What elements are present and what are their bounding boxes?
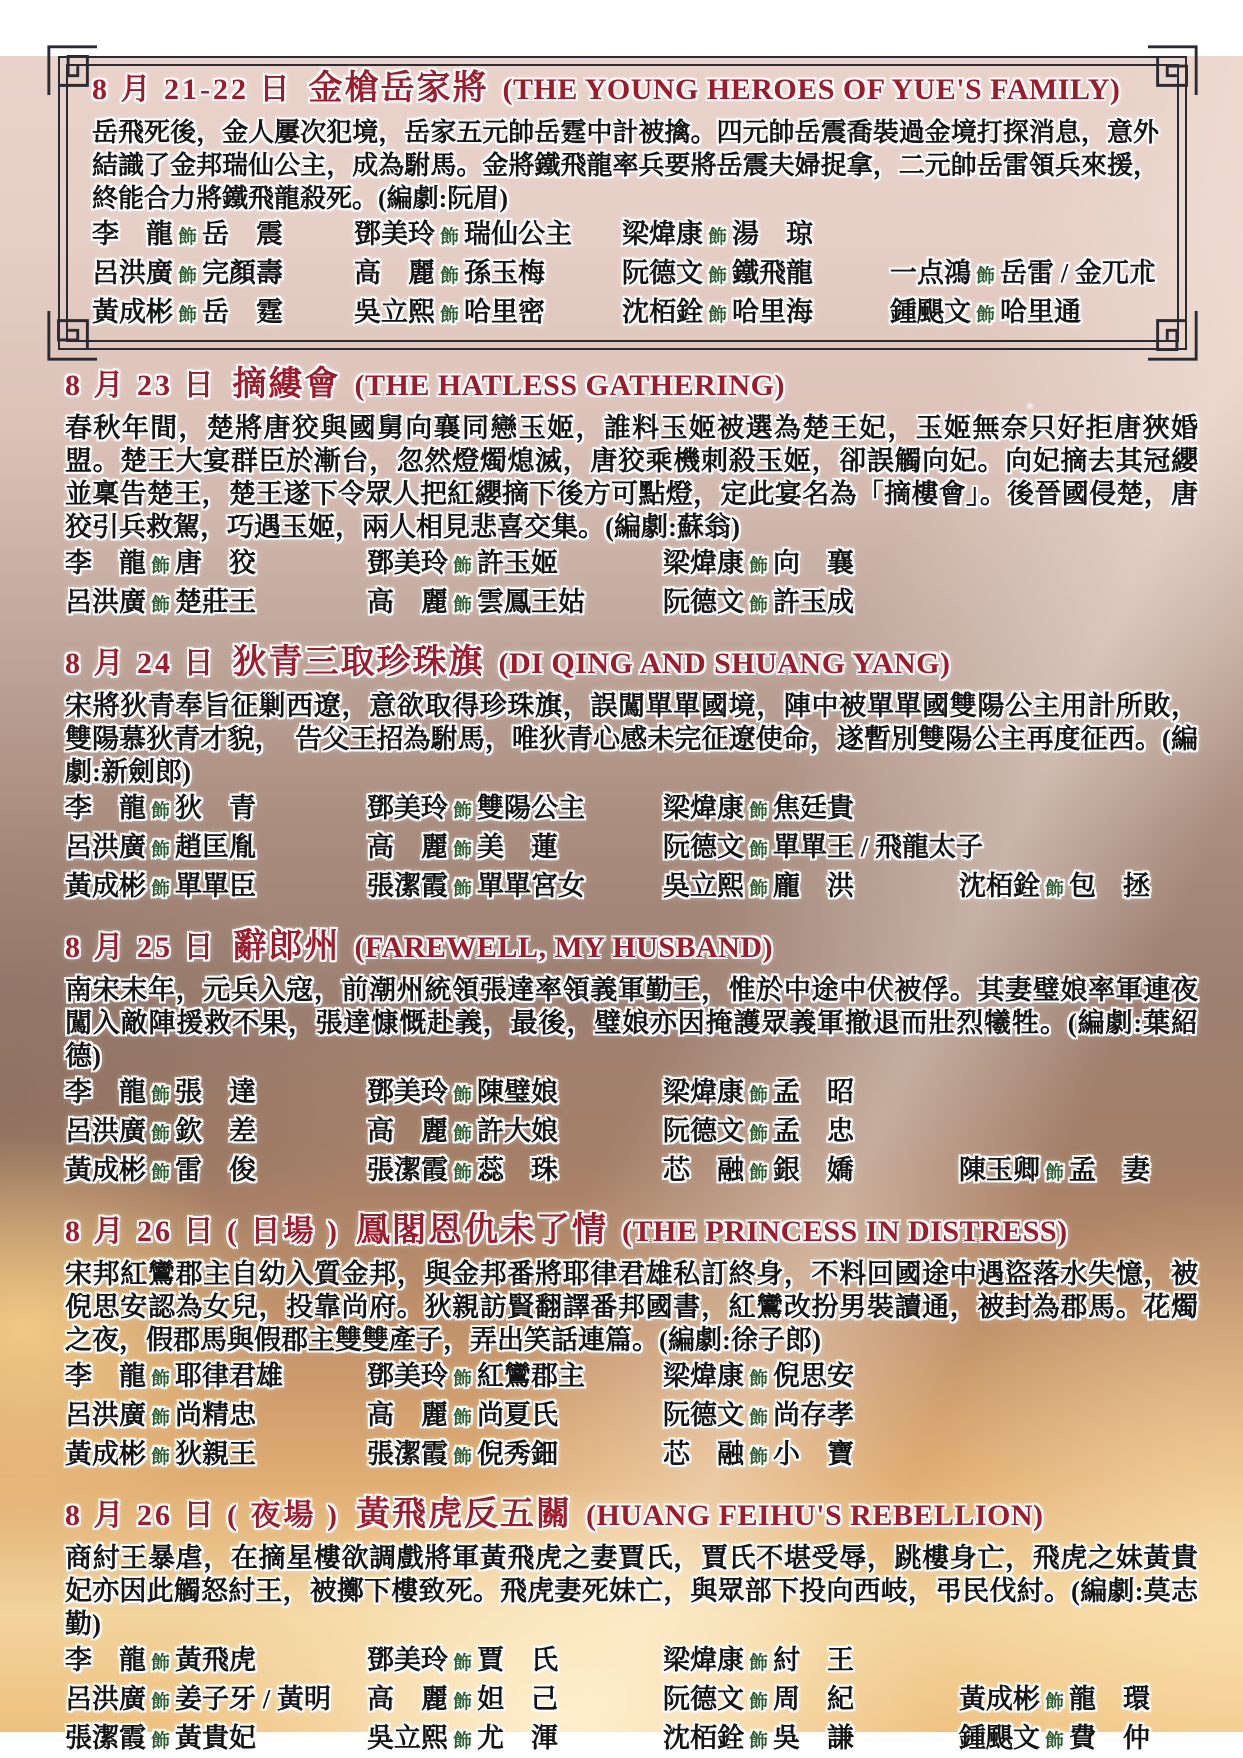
role-name: 龐 洪 xyxy=(773,871,855,901)
cast-row xyxy=(65,1154,1198,1190)
role-name: 包 拯 xyxy=(1069,871,1151,901)
actor-name: 呂洪廣 xyxy=(65,1684,146,1714)
role-name: 銀 嬌 xyxy=(773,1155,855,1185)
cast-row xyxy=(92,218,1159,254)
cast-list xyxy=(65,1360,1198,1474)
cast-list xyxy=(92,218,1159,332)
cast-member xyxy=(367,1154,663,1190)
actor-name: 李 龍 xyxy=(65,1361,146,1391)
show-title-english: (THE PRINCESS IN DISTRESS) xyxy=(621,1215,1068,1248)
actor-name: 黃成彬 xyxy=(959,1684,1040,1714)
role-marker: 飾 xyxy=(440,227,460,248)
role-name: 倪秀鈿 xyxy=(477,1439,559,1469)
actor-name: 阮德文 xyxy=(663,587,744,617)
role-name: 唐 狡 xyxy=(175,548,257,578)
show-title-chinese: 摘縷會 xyxy=(232,366,341,403)
role-name: 妲 己 xyxy=(477,1684,559,1714)
actor-name: 張潔霞 xyxy=(367,1439,448,1469)
cast-member xyxy=(367,586,663,622)
role-marker: 飾 xyxy=(151,840,171,861)
actor-name: 高 麗 xyxy=(367,587,448,617)
cast-member xyxy=(663,586,959,622)
show-section-princess-in-distress xyxy=(65,1212,1198,1474)
role-name: 尤 渾 xyxy=(477,1723,559,1753)
actor-name: 阮德文 xyxy=(663,832,744,862)
show-section-huang-feihu-rebellion xyxy=(65,1496,1198,1758)
role-marker: 飾 xyxy=(749,1731,769,1752)
role-marker: 飾 xyxy=(453,1692,473,1713)
show-title-english: (THE HATLESS GATHERING) xyxy=(354,369,785,402)
role-name: 龍 環 xyxy=(1069,1684,1151,1714)
role-marker: 飾 xyxy=(749,1124,769,1145)
cast-member xyxy=(92,218,354,254)
cast-member xyxy=(663,1399,959,1435)
cast-member xyxy=(65,1683,367,1719)
role-name: 狄親王 xyxy=(175,1439,257,1469)
actor-name: 張潔霞 xyxy=(65,1723,146,1753)
section-title xyxy=(65,1496,1198,1537)
cast-member xyxy=(92,296,354,332)
role-marker: 飾 xyxy=(749,840,769,861)
cast-member xyxy=(890,257,1159,293)
cast-member xyxy=(663,1360,959,1396)
cast-row xyxy=(65,1722,1198,1758)
show-title-english: (THE YOUNG HEROES OF YUE'S FAMILY) xyxy=(502,73,1121,106)
actor-name: 鄧美玲 xyxy=(367,793,448,823)
cast-member xyxy=(354,257,622,293)
corner-ornament-icon xyxy=(1148,43,1200,95)
cast-row xyxy=(65,1360,1198,1396)
cast-member xyxy=(959,1722,1198,1758)
role-marker: 飾 xyxy=(1045,1692,1065,1713)
actor-name: 呂洪廣 xyxy=(65,587,146,617)
corner-ornament-icon xyxy=(45,311,97,363)
role-name: 倪思安 xyxy=(773,1361,855,1391)
cast-member xyxy=(65,586,367,622)
actor-name: 高 麗 xyxy=(367,1684,448,1714)
actor-name: 阮德文 xyxy=(663,1116,744,1146)
cast-member xyxy=(367,547,663,583)
cast-member xyxy=(65,1360,367,1396)
section-title xyxy=(65,644,1198,685)
role-marker: 飾 xyxy=(749,1692,769,1713)
role-marker: 飾 xyxy=(151,1124,171,1145)
role-name: 單單宮女 xyxy=(477,871,586,901)
role-name: 孟 妻 xyxy=(1069,1155,1151,1185)
role-name: 瑞仙公主 xyxy=(464,219,573,249)
show-title-english: (HUANG FEIHU'S REBELLION) xyxy=(585,1499,1044,1532)
section-title xyxy=(65,1212,1198,1253)
cast-member xyxy=(663,1438,959,1474)
cast-member xyxy=(354,218,622,254)
role-marker: 飾 xyxy=(1045,1731,1065,1752)
actor-name: 梁煒康 xyxy=(663,548,744,578)
actor-name: 鄧美玲 xyxy=(367,548,448,578)
show-synopsis: 岳飛死後，金人屢次犯境，岳家五元帥岳霆中計被擒。四元帥岳震喬裝過金境打探消息，意外結識了金邦瑞仙公主，成為駙馬。金將鐵飛龍率兵要將岳震夫婦捉拿，二元帥岳雷領兵來援，終能合力將鐵飛龍殺死。(編劇:阮眉) xyxy=(92,118,1159,213)
role-name: 哈里密 xyxy=(464,297,546,327)
role-name: 姜子牙 / 黃明 xyxy=(175,1684,332,1714)
show-title-chinese: 鳳閣恩仇未了情 xyxy=(355,1212,608,1249)
role-name: 岳雷 / 金兀朮 xyxy=(1000,258,1157,288)
actor-name: 吳立熙 xyxy=(367,1723,448,1753)
role-name: 哈里通 xyxy=(1000,297,1082,327)
role-name: 黃貴妃 xyxy=(175,1723,257,1753)
cast-member xyxy=(65,831,367,867)
cast-member xyxy=(354,296,622,332)
role-name: 耶律君雄 xyxy=(175,1361,284,1391)
role-marker: 飾 xyxy=(151,595,171,616)
actor-name: 黃成彬 xyxy=(65,1155,146,1185)
cast-row xyxy=(65,792,1198,828)
role-name: 美 蓮 xyxy=(477,832,559,862)
show-date: 8 月 26 日 ( 日場 ) xyxy=(65,1215,340,1248)
role-name: 孟 昭 xyxy=(773,1077,855,1107)
cast-member xyxy=(622,218,890,254)
section-title xyxy=(65,928,1198,969)
cast-member xyxy=(367,1722,663,1758)
role-marker: 飾 xyxy=(453,1731,473,1752)
role-name: 蕊 珠 xyxy=(477,1155,559,1185)
role-marker: 飾 xyxy=(749,556,769,577)
role-marker: 飾 xyxy=(178,227,198,248)
cast-member xyxy=(367,831,663,867)
actor-name: 李 龍 xyxy=(65,1077,146,1107)
cast-member xyxy=(367,1644,663,1680)
actor-name: 張潔霞 xyxy=(367,871,448,901)
cast-member xyxy=(65,1154,367,1190)
cast-member xyxy=(890,296,1159,332)
show-title-chinese: 金槍岳家將 xyxy=(308,70,489,107)
role-marker: 飾 xyxy=(749,1653,769,1674)
show-title-english: (FAREWELL, MY HUSBAND) xyxy=(354,931,774,964)
actor-name: 芯 融 xyxy=(663,1155,744,1185)
actor-name: 李 龍 xyxy=(65,548,146,578)
cast-member xyxy=(663,1154,959,1190)
cast-member xyxy=(663,1644,959,1680)
role-name: 尚存孝 xyxy=(773,1400,855,1430)
cast-row xyxy=(92,257,1159,293)
actor-name: 吳立熙 xyxy=(354,297,435,327)
role-marker: 飾 xyxy=(151,556,171,577)
show-section-di-qing xyxy=(65,644,1198,906)
show-synopsis: 宋將狄青奉旨征剿西遼，意欲取得珍珠旗，誤闖單單國境，陣中被單單國雙陽公主用計所敗，雙陽慕狄青才貌， 告父王招為駙馬，唯狄青心感未完征遼使命，遂暫別雙陽公主再度征西。(編劇:新劍郎) xyxy=(65,691,1198,787)
cast-member xyxy=(65,1399,367,1435)
actor-name: 一点鴻 xyxy=(890,258,971,288)
role-name: 楚莊王 xyxy=(175,587,257,617)
actor-name: 呂洪廣 xyxy=(92,258,173,288)
role-marker: 飾 xyxy=(749,1085,769,1106)
role-marker: 飾 xyxy=(453,1369,473,1390)
cast-list xyxy=(65,792,1198,906)
role-name: 孫玉梅 xyxy=(464,258,546,288)
role-name: 焦廷貴 xyxy=(773,793,855,823)
actor-name: 鄧美玲 xyxy=(367,1361,448,1391)
role-marker: 飾 xyxy=(453,1163,473,1184)
actor-name: 阮德文 xyxy=(663,1684,744,1714)
cast-row xyxy=(65,870,1198,906)
cast-row xyxy=(65,1076,1198,1112)
cast-member xyxy=(959,1683,1198,1719)
cast-member xyxy=(65,1115,367,1151)
role-name: 許玉姬 xyxy=(477,548,559,578)
show-date: 8 月 21-22 日 xyxy=(92,73,293,106)
show-synopsis: 宋邦紅鸞郡主自幼入質金邦，與金邦番將耶律君雄私訂終身，不料回國途中遇盜落水失憶，被倪思安認為女兒，投靠尚府。狄親訪賢翻譯番邦國書，紅鸞改扮男裝讀通，被封為郡馬。花燭之夜，假郡馬與假郡主雙雙產子，弄出笑話連篇。(編劇:徐子郎) xyxy=(65,1259,1198,1355)
actor-name: 梁煒康 xyxy=(663,1361,744,1391)
role-name: 雷 俊 xyxy=(175,1155,257,1185)
role-marker: 飾 xyxy=(151,879,171,900)
corner-ornament-icon xyxy=(45,43,97,95)
section-title xyxy=(65,366,1198,407)
role-name: 雙陽公主 xyxy=(477,793,586,823)
role-marker: 飾 xyxy=(453,1447,473,1468)
actor-name: 高 麗 xyxy=(367,832,448,862)
role-name: 尚夏氏 xyxy=(477,1400,559,1430)
actor-name: 呂洪廣 xyxy=(65,1400,146,1430)
role-marker: 飾 xyxy=(440,305,460,326)
cast-member xyxy=(663,1683,959,1719)
actor-name: 芯 融 xyxy=(663,1439,744,1469)
role-marker: 飾 xyxy=(749,1163,769,1184)
role-marker: 飾 xyxy=(749,1369,769,1390)
show-synopsis: 南宋末年，元兵入寇，前潮州統領張達率領義軍勤王，惟於中途中伏被俘。其妻璧娘率軍連夜闖入敵陣援救不果，張達慷慨赴義，最後，璧娘亦因掩護眾義軍撤退而壯烈犧牲。(編劇:葉紹德) xyxy=(65,975,1198,1071)
actor-name: 梁煒康 xyxy=(622,219,703,249)
cast-member xyxy=(959,870,1198,906)
role-marker: 飾 xyxy=(151,1731,171,1752)
role-name: 費 仲 xyxy=(1069,1723,1151,1753)
role-name: 單單王 / 飛龍太子 xyxy=(773,832,984,862)
role-name: 狄 青 xyxy=(175,793,257,823)
actor-name: 高 麗 xyxy=(354,258,435,288)
role-marker: 飾 xyxy=(178,266,198,287)
role-name: 尚精忠 xyxy=(175,1400,257,1430)
cast-member xyxy=(65,1438,367,1474)
role-marker: 飾 xyxy=(749,1447,769,1468)
actor-name: 梁煒康 xyxy=(663,1077,744,1107)
actor-name: 張潔霞 xyxy=(367,1155,448,1185)
cast-member xyxy=(367,870,663,906)
show-title-chinese: 辭郎州 xyxy=(232,928,341,965)
role-marker: 飾 xyxy=(151,1447,171,1468)
role-marker: 飾 xyxy=(976,266,996,287)
role-name: 黃飛虎 xyxy=(175,1645,257,1675)
actor-name: 高 麗 xyxy=(367,1116,448,1146)
show-title-english: (DI QING AND SHUANG YANG) xyxy=(498,647,951,680)
role-marker: 飾 xyxy=(453,1124,473,1145)
actor-name: 梁煒康 xyxy=(663,1645,744,1675)
actor-name: 李 龍 xyxy=(65,1645,146,1675)
role-marker: 飾 xyxy=(453,801,473,822)
cast-member xyxy=(622,296,890,332)
role-name: 雲鳳王姑 xyxy=(477,587,586,617)
actor-name: 吳立熙 xyxy=(663,871,744,901)
role-name: 張 達 xyxy=(175,1077,257,1107)
role-name: 鐵飛龍 xyxy=(732,258,814,288)
role-name: 湯 琼 xyxy=(732,219,814,249)
role-name: 向 襄 xyxy=(773,548,855,578)
role-marker: 飾 xyxy=(453,1653,473,1674)
cast-row xyxy=(65,831,1198,867)
cast-list xyxy=(65,1076,1198,1190)
actor-name: 黃成彬 xyxy=(92,297,173,327)
role-marker: 飾 xyxy=(453,840,473,861)
role-name: 紂 王 xyxy=(773,1645,855,1675)
show-synopsis: 春秋年間，楚將唐狡與國舅向襄同戀玉姬，誰料玉姬被選為楚王妃，玉姬無奈只好拒唐狹婚盟。楚王大宴群臣於漸台，忽然燈燭熄滅，唐狡乘機刺殺玉姬，卻誤觸向妃。向妃摘去其冠纓並稟告楚王，楚王遂下令眾人把紅纓摘下後方可點燈，定此宴名為「摘樓會」。後晉國侵楚，唐狡引兵救駕，巧遇玉姬，兩人相見悲喜交集。(編劇:蘇翁) xyxy=(65,413,1198,542)
role-marker: 飾 xyxy=(708,305,728,326)
role-marker: 飾 xyxy=(749,1408,769,1429)
cast-member xyxy=(663,792,959,828)
role-name: 哈里海 xyxy=(732,297,814,327)
role-marker: 飾 xyxy=(453,879,473,900)
role-name: 欽 差 xyxy=(175,1116,257,1146)
role-marker: 飾 xyxy=(151,1653,171,1674)
cast-member xyxy=(65,1644,367,1680)
section-title xyxy=(92,70,1159,111)
cast-member xyxy=(622,257,890,293)
role-name: 岳 震 xyxy=(202,219,284,249)
role-marker: 飾 xyxy=(749,879,769,900)
show-title-chinese: 狄青三取珍珠旗 xyxy=(232,644,485,681)
show-date: 8 月 24 日 xyxy=(65,647,217,680)
cast-member xyxy=(663,870,959,906)
role-marker: 飾 xyxy=(151,1085,171,1106)
cast-member xyxy=(367,1399,663,1435)
actor-name: 呂洪廣 xyxy=(65,832,146,862)
show-date: 8 月 23 日 xyxy=(65,369,217,402)
show-date: 8 月 26 日 ( 夜場 ) xyxy=(65,1499,340,1532)
role-marker: 飾 xyxy=(749,801,769,822)
role-name: 岳 霆 xyxy=(202,297,284,327)
cast-member xyxy=(92,257,354,293)
role-marker: 飾 xyxy=(151,1692,171,1713)
role-marker: 飾 xyxy=(453,1085,473,1106)
cast-member xyxy=(663,1115,959,1151)
role-name: 賈 氏 xyxy=(477,1645,559,1675)
role-name: 孟 忠 xyxy=(773,1116,855,1146)
cast-member xyxy=(65,792,367,828)
role-name: 單單臣 xyxy=(175,871,257,901)
actor-name: 李 龍 xyxy=(92,219,173,249)
opera-programme-page xyxy=(0,56,1243,1753)
role-marker: 飾 xyxy=(976,305,996,326)
actor-name: 高 麗 xyxy=(367,1400,448,1430)
role-marker: 飾 xyxy=(708,227,728,248)
cast-member xyxy=(663,547,959,583)
actor-name: 沈栢銓 xyxy=(959,871,1040,901)
cast-row xyxy=(65,1683,1198,1719)
cast-list xyxy=(65,547,1198,622)
role-marker: 飾 xyxy=(440,266,460,287)
actor-name: 陳玉卿 xyxy=(959,1155,1040,1185)
actor-name: 鄧美玲 xyxy=(354,219,435,249)
show-section-young-heroes-of-yue xyxy=(58,56,1187,350)
role-marker: 飾 xyxy=(151,1369,171,1390)
cast-member xyxy=(663,831,984,867)
role-marker: 飾 xyxy=(151,801,171,822)
cast-row xyxy=(65,547,1198,583)
show-section-hatless-gathering xyxy=(65,366,1198,622)
cast-row xyxy=(65,1438,1198,1474)
actor-name: 黃成彬 xyxy=(65,871,146,901)
cast-member xyxy=(367,1683,663,1719)
role-name: 陳璧娘 xyxy=(477,1077,559,1107)
role-marker: 飾 xyxy=(749,595,769,616)
role-name: 小 寶 xyxy=(773,1439,855,1469)
actor-name: 阮德文 xyxy=(622,258,703,288)
role-name: 許玉成 xyxy=(773,587,855,617)
cast-member xyxy=(367,792,663,828)
role-name: 紅鸞郡主 xyxy=(477,1361,586,1391)
role-marker: 飾 xyxy=(453,1408,473,1429)
cast-row xyxy=(65,586,1198,622)
cast-member xyxy=(65,870,367,906)
role-marker: 飾 xyxy=(1045,879,1065,900)
role-marker: 飾 xyxy=(151,1163,171,1184)
actor-name: 鍾颶文 xyxy=(959,1723,1040,1753)
role-marker: 飾 xyxy=(453,556,473,577)
actor-name: 沈栢銓 xyxy=(622,297,703,327)
role-marker: 飾 xyxy=(178,305,198,326)
role-name: 周 紀 xyxy=(773,1684,855,1714)
role-marker: 飾 xyxy=(151,1408,171,1429)
cast-member xyxy=(959,1154,1198,1190)
show-title-chinese: 黃飛虎反五關 xyxy=(355,1496,572,1533)
cast-member xyxy=(663,1722,959,1758)
cast-member xyxy=(367,1438,663,1474)
cast-member xyxy=(367,1360,663,1396)
role-name: 吳 謙 xyxy=(773,1723,855,1753)
role-marker: 飾 xyxy=(708,266,728,287)
cast-row xyxy=(65,1399,1198,1435)
cast-member xyxy=(65,1076,367,1112)
cast-row xyxy=(65,1115,1198,1151)
cast-member xyxy=(65,1722,367,1758)
actor-name: 呂洪廣 xyxy=(65,1116,146,1146)
role-marker: 飾 xyxy=(453,595,473,616)
actor-name: 阮德文 xyxy=(663,1400,744,1430)
role-name: 完顏壽 xyxy=(202,258,284,288)
cast-member xyxy=(663,1076,959,1112)
actor-name: 鄧美玲 xyxy=(367,1645,448,1675)
cast-member xyxy=(367,1115,663,1151)
actor-name: 黃成彬 xyxy=(65,1439,146,1469)
actor-name: 沈栢銓 xyxy=(663,1723,744,1753)
cast-list xyxy=(65,1644,1198,1758)
actor-name: 梁煒康 xyxy=(663,793,744,823)
cast-row xyxy=(92,296,1159,332)
cast-member xyxy=(367,1076,663,1112)
show-synopsis: 商紂王暴虐，在摘星樓欲調戲將軍黃飛虎之妻賈氏，賈氏不堪受辱，跳樓身亡，飛虎之妹黃貴妃亦因此觸怒紂王，被擲下樓致死。飛虎妻死妹亡，與眾部下投向西岐，弔民伐紂。(編劇:莫志勤) xyxy=(65,1543,1198,1639)
actor-name: 李 龍 xyxy=(65,793,146,823)
role-name: 許大娘 xyxy=(477,1116,559,1146)
show-section-farewell-my-husband xyxy=(65,928,1198,1190)
cast-member xyxy=(65,547,367,583)
corner-ornament-icon xyxy=(1148,311,1200,363)
actor-name: 鄧美玲 xyxy=(367,1077,448,1107)
role-name: 趙匡胤 xyxy=(175,832,257,862)
show-date: 8 月 25 日 xyxy=(65,931,217,964)
role-marker: 飾 xyxy=(1045,1163,1065,1184)
cast-row xyxy=(65,1644,1198,1680)
actor-name: 鍾颶文 xyxy=(890,297,971,327)
